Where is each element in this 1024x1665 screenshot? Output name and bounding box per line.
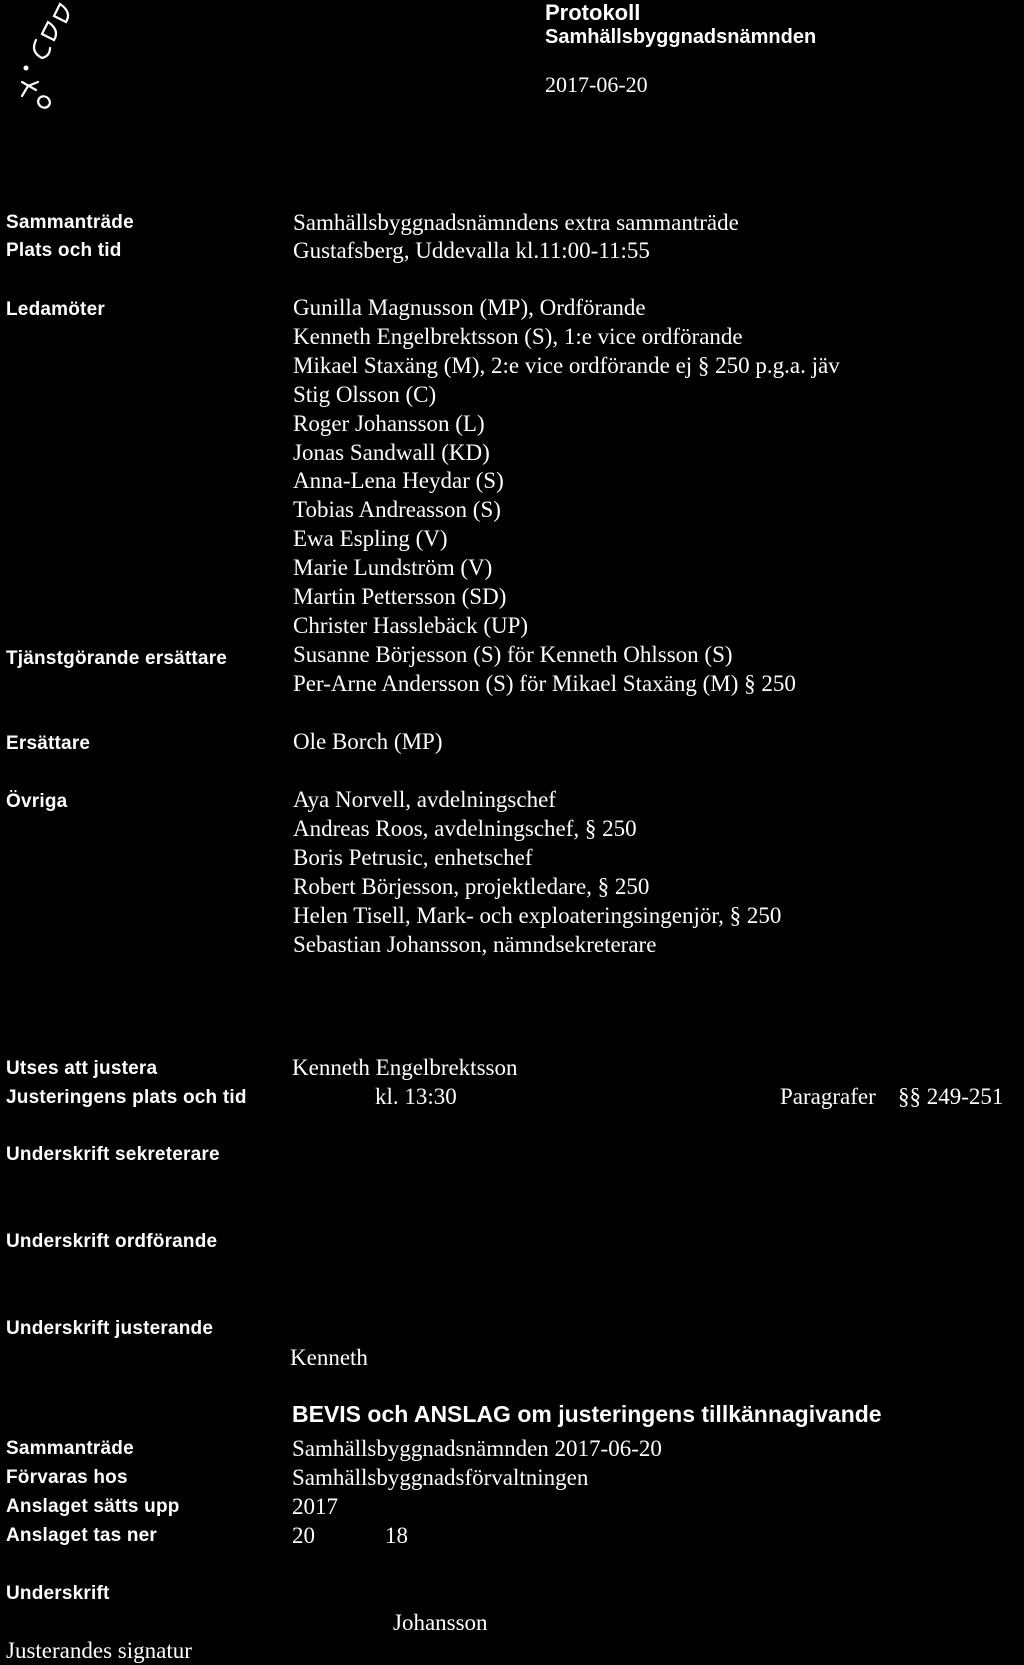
member-item: Jonas Sandwall (KD) bbox=[293, 439, 490, 465]
plats-label: Plats och tid bbox=[6, 240, 122, 261]
tjanstgorande-label: Tjänstgörande ersättare bbox=[6, 648, 228, 669]
underskrift-label: Underskrift bbox=[6, 1583, 110, 1604]
other-item: Andreas Roos, avdelningschef, § 250 bbox=[293, 815, 637, 841]
other-item: Sebastian Johansson, nämndsekreterare bbox=[293, 931, 657, 957]
anslag-upp-value: 2017 bbox=[292, 1494, 338, 1519]
ovriga-list bbox=[293, 786, 781, 959]
other-item: Boris Petrusic, enhetschef bbox=[293, 844, 533, 870]
paragrafer-label: Paragrafer bbox=[780, 1084, 876, 1109]
ledamoter-label: Ledamöter bbox=[6, 299, 105, 320]
substitute-item: Per-Arne Andersson (S) för Mikael Staxäng (M) § 250 bbox=[293, 670, 796, 696]
anslag-upp-label: Anslaget sätts upp bbox=[6, 1496, 180, 1517]
sammantrade-value: Samhällsbyggnadsnämndens extra sammanträde bbox=[293, 210, 739, 235]
member-item: Kenneth Engelbrektsson (S), 1:e vice ordförande bbox=[293, 323, 743, 349]
ersattare-value: Ole Borch (MP) bbox=[293, 729, 443, 754]
underskrift-justerande-value: Kenneth bbox=[290, 1345, 368, 1370]
member-item: Tobias Andreasson (S) bbox=[293, 497, 501, 523]
substitute-item: Susanne Börjesson (S) för Kenneth Ohlsson (S) bbox=[293, 642, 733, 667]
underskrift-justerande-label: Underskrift justerande bbox=[6, 1318, 214, 1339]
paragrafer-value: §§ 249-251 bbox=[898, 1084, 1004, 1109]
bevis-sammantrade-value: Samhällsbyggnadsnämnden 2017-06-20 bbox=[292, 1436, 662, 1461]
member-item: Roger Johansson (L) bbox=[293, 410, 485, 436]
ersattare-label: Ersättare bbox=[6, 733, 91, 754]
anslag-ner-value-a: 20 bbox=[292, 1523, 315, 1548]
member-item: Gunilla Magnusson (MP), Ordförande bbox=[293, 295, 646, 320]
ledamoter-list bbox=[293, 294, 840, 641]
tjanstgorande-list bbox=[293, 641, 796, 699]
member-item: Marie Lundström (V) bbox=[293, 555, 493, 581]
justerandes-signatur: Justerandes signatur bbox=[6, 1638, 192, 1663]
forvaras-label: Förvaras hos bbox=[6, 1467, 128, 1488]
member-item: Stig Olsson (C) bbox=[293, 381, 437, 407]
member-item: Christer Hasslebäck (UP) bbox=[293, 612, 529, 638]
utses-label: Utses att justera bbox=[6, 1058, 158, 1079]
committee-name: Samhällsbyggnadsnämnden bbox=[545, 26, 817, 48]
stamp-mark bbox=[0, 0, 90, 110]
underskrift-sekreterare-label: Underskrift sekreterare bbox=[6, 1144, 220, 1165]
member-item: Martin Pettersson (SD) bbox=[293, 584, 507, 610]
utses-value: Kenneth Engelbrektsson bbox=[292, 1055, 518, 1080]
document-title: Protokoll bbox=[545, 0, 641, 25]
other-item: Aya Norvell, avdelningschef bbox=[293, 787, 556, 812]
justering-plats-tid-value: kl. 13:30 bbox=[375, 1084, 457, 1109]
member-item: Anna-Lena Heydar (S) bbox=[293, 468, 504, 494]
underskrift-ordforande-label: Underskrift ordförande bbox=[6, 1231, 218, 1252]
underskrift-value: Johansson bbox=[393, 1610, 488, 1635]
member-item: Ewa Espling (V) bbox=[293, 526, 448, 552]
ovriga-label: Övriga bbox=[6, 791, 68, 812]
justering-plats-tid-label: Justeringens plats och tid bbox=[6, 1087, 247, 1108]
other-item: Robert Börjesson, projektledare, § 250 bbox=[293, 873, 650, 899]
forvaras-value: Samhällsbyggnadsförvaltningen bbox=[292, 1465, 589, 1490]
bevis-heading: BEVIS och ANSLAG om justeringens tillkännagivande bbox=[292, 1401, 882, 1427]
anslag-ner-value-b: 18 bbox=[385, 1523, 408, 1548]
member-item: Mikael Staxäng (M), 2:e vice ordförande ej § 250 p.g.a. jäv bbox=[293, 352, 840, 378]
other-item: Helen Tisell, Mark- och exploateringsingenjör, § 250 bbox=[293, 902, 782, 928]
anslag-ner-label: Anslaget tas ner bbox=[6, 1525, 158, 1546]
plats-value: Gustafsberg, Uddevalla kl.11:00-11:55 bbox=[293, 238, 650, 263]
bevis-sammantrade-label: Sammanträde bbox=[6, 1438, 134, 1459]
sammantrade-label: Sammanträde bbox=[6, 212, 134, 233]
document-date: 2017-06-20 bbox=[545, 72, 648, 97]
